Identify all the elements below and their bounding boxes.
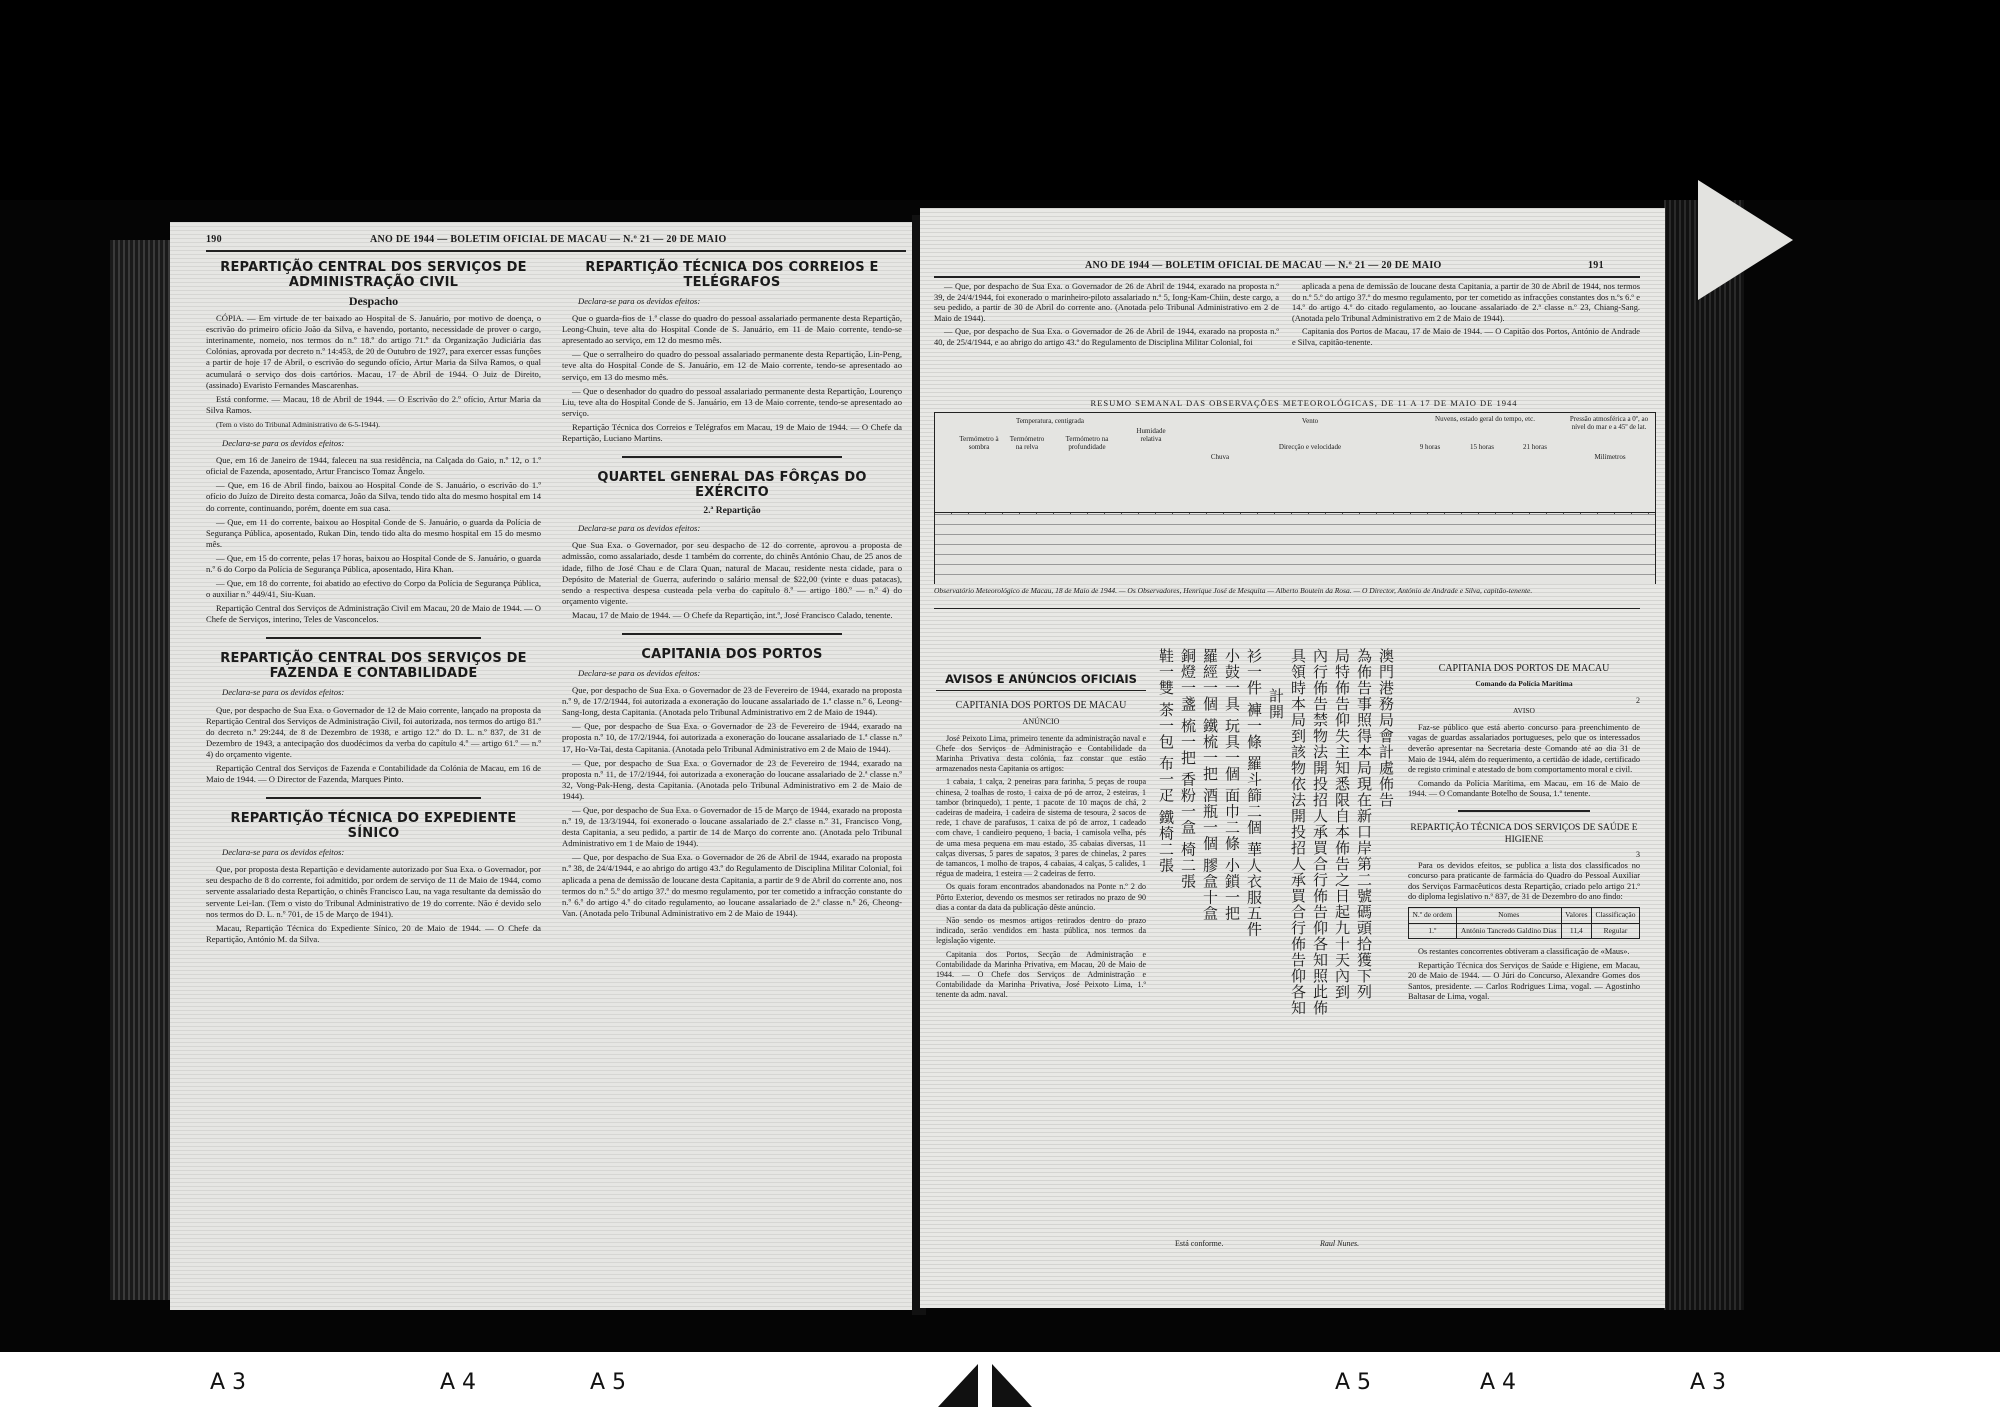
meteorological-table (934, 412, 1656, 584)
paragraph: Macau, Repartição Técnica do Expediente Sínico, 20 de Maio de 1944. — O Chefe da Repartição, António M. da Silva. (206, 922, 541, 944)
right-page (920, 208, 1665, 1308)
header-termometro-sombra: Termómetro à sombra (959, 435, 999, 451)
paragraph: Repartição Central dos Serviços de Administração Civil em Macau, 20 de Maio de 1944. — O Chefe de Serviços, interino, Teles de Vasconcelos. (206, 603, 541, 625)
avisos-title: AVISOS E ANÚNCIOS OFICIAIS (945, 672, 1137, 686)
calibration-mark: A 5 (1335, 1370, 1372, 1395)
separator (1458, 810, 1590, 812)
table-header: N.º de ordem (1409, 907, 1457, 923)
table-header: Valores (1561, 907, 1591, 923)
paragraph: — Que, por despacho de Sua Exa. o Governador de 26 de Abril de 1944, exarado na proposta n.º 38, de 24/4/1944, e ao abrigo do artigo 43.º do Regulamento de Disciplina Militar Colonial, foi aplicada a pena de demissão de loucane desta Capitania, a partir de 9 de Abril do corrente ano, nos termos do n.º 5.º do artigo 37.º do mesmo regulamento, por ter cometido a infracção constante do n.º 6.º do artigo 4.º do citado regulamento, ao loucane assalariado de 2.ª classe n.º 26, Cheong-Van. (Anotada pelo Tribunal Administrativo em 2 de Maio de 1944). (562, 852, 902, 918)
header-termometro-relva: Termómetro na relva (1009, 435, 1045, 451)
rule (936, 690, 1146, 691)
saude-number: 3 (1636, 849, 1640, 859)
paragraph: Que, por despacho de Sua Exa. o Governador de 23 de Fevereiro de 1944, exarado na proposta n.º 9, de 17/2/1944, foi autorizada a exoneração do loucane assalariado de 1.ª classe n.º 6, Leong-Sang-Iong, desta Capitania. (Anotada pelo Tribunal Administrativo em 2 de Maio de 1944). (562, 685, 902, 718)
paragraph: Comando da Polícia Marítima, em Macau, em 16 de Maio de 1944. — O Comandante Botelho de Sousa, 1.º tenente. (1408, 778, 1640, 799)
table-rule (934, 608, 1640, 609)
cjk-column: 羅經一個 鐵梳一把 酒瓶一個 膠盒十盒 (1201, 648, 1219, 922)
paragraph: Que, por despacho de Sua Exa. o Governador de 12 de Maio corrente, lançado na proposta da Repartição Central dos Serviços de Administração Civil, foi autorizada, nos termos do artigo 81.º do decreto n.º 29:244, de 8 de Dezembro de 1938, e artigo 12.º do D. L. n.º 837, de 31 de Dezembro de 1943, a antecipação dos duodécimos da verba do capítulo 4.º — artigo 61.º — n.º 4) do orçamento vigente. (206, 704, 541, 759)
table-header-row (1409, 907, 1640, 923)
lead-text: Declara-se para os devidos efeitos: (578, 296, 701, 306)
capitania2-aviso: AVISO (1513, 706, 1535, 716)
paragraph: — Que, por despacho de Sua Exa. o Governador de 23 de Fevereiro de 1944, exarado na proposta n.º 10, de 17/2/1944, foi autorizada a exoneração do loucane assalariado de 1.ª classe n.º 17, Ho-Va-Tai, desta Capitania. (Anotada pelo Tribunal Administrativo em 2 de Maio de 1944). (562, 721, 902, 754)
paragraph: — Que o serralheiro do quadro do pessoal assalariado permanente desta Repartição, Lin-Peng, teve alta do Hospital Conde de S. Januário, em 12 de Maio corrente, tendo-se apresentado ao serviço, em 13 do mesmo mês. (562, 349, 902, 382)
calibration-mark: A 3 (1690, 1370, 1727, 1395)
header-termometro-profundidade: Termómetro na profundidade (1065, 435, 1109, 451)
capitania2-title: CAPITANIA DOS PORTOS DE MACAU (1438, 663, 1610, 674)
paragraph: Que o guarda-fios de 1.ª classe do quadro do pessoal assalariado permanente desta Repartição, Leong-Chuin, teve alta do Hospital Conde de S. Januário, em 11 de Maio corrente, tendo-se apresentado ao serviço, em 12 do mesmo mês. (562, 313, 902, 346)
saude-title: REPARTIÇÃO TÉCNICA DOS SERVIÇOS DE SAÚDE E HIGIENE (1410, 822, 1638, 845)
section-title: REPARTIÇÃO TÉCNICA DO EXPEDIENTE SÍNICO (230, 811, 517, 842)
table-cell: Regular (1591, 923, 1639, 939)
section-title: REPARTIÇÃO TÉCNICA DOS CORREIOS E TELÉGRAFOS (585, 260, 879, 290)
meteorological-table-title: RESUMO SEMANAL DAS OBSERVAÇÕES METEOROLÓGICAS, DE 11 A 17 DE MAIO DE 1944 (1090, 398, 1518, 408)
scanner-background (0, 0, 2000, 200)
paragraph: — Que o desenhador do quadro do pessoal assalariado permanente desta Repartição, Lourenço Liu, teve alta do Hospital Conde de S. Januário, em 13 de Maio corrente, tendo-se apresentado ao serviço. (562, 385, 902, 418)
cjk-column: 內行佈告禁物法開投招人承買合行佈告仰各知照此佈 (1311, 648, 1329, 1016)
paragraph: Repartição Técnica dos Correios e Telégrafos em Macau, 19 de Maio de 1944. — O Chefe da Repartição, Luciano Martins. (562, 421, 902, 444)
paragraph: — Que, em 11 do corrente, baixou ao Hospital Conde de S. Januário, o guarda da Polícia de Segurança Pública, aposentado, Rukan Din, tendo tido alta do mesmo hospital em 15 do mesmo mês. (206, 516, 541, 549)
paragraph: Que Sua Exa. o Governador, por seu despacho de 12 do corrente, aprovou a proposta de admissão, como assalariado, desde 1 também do corrente, do chinês António Chau, de 25 anos de idade, filho de José Chau e de Clara Quan, natural de Macau, residente nesta cidade, para o Depósito de Material de Guerra, auferindo o salário mensal de $22,00 (vinte e duas patacas), sendo a respectiva despesa custeada pela verba do capítulo 8.º — artigo 180.º — n.º 4) do orçamento vigente. (562, 540, 902, 606)
anuncio-label: ANÚNCIO (1022, 717, 1060, 727)
separator (622, 633, 842, 635)
paragraph: Os restantes concorrentes obtiveram a classificação de «Maus». (1418, 947, 1630, 957)
paragraph: — Que, em 18 do corrente, foi abatido ao efectivo do Corpo da Polícia de Segurança Pública, o auxiliar n.º 449/41, Siu-Kuan. (206, 578, 541, 600)
cjk-column: 局特佈告仰失主知悉限自本佈告之日起九十天內到 (1333, 648, 1351, 1000)
page-corner-tab (1698, 180, 1793, 300)
header-rule (206, 250, 906, 252)
right-top-column-1 (934, 282, 1279, 352)
header-15h: 15 horas (1470, 443, 1494, 451)
lead-text: Declara-se para os devidos efeitos: (578, 523, 701, 534)
paragraph: Os quais foram encontrados abandonados na Ponte n.º 2 do Pôrto Exterior, devendo os mesmos ser retirados no prazo de 90 dias a contar da data da publicação dêste anúncio. (936, 882, 1146, 912)
paragraph: — Que, em 16 de Abril findo, baixou ao Hospital Conde de S. Januário, o escrivão do 1.º ofício do Juízo de Direito desta comarca, João da Silva, tendo tido alta do mesmo hospital em 14 do corrente, continuando, porém, doente em sua casa. (206, 480, 541, 513)
right-page-number: 191 (1588, 260, 1604, 271)
section-title: CAPITANIA DOS PORTOS (641, 646, 823, 662)
left-page (170, 222, 918, 1310)
section-title: REPARTIÇÃO CENTRAL DOS SERVIÇOS DE ADMINISTRAÇÃO CIVIL (220, 260, 527, 290)
left-running-header: ANO DE 1944 — BOLETIM OFICIAL DE MACAU — N.º 21 — 20 DE MAIO (370, 234, 727, 245)
section-title: REPARTIÇÃO CENTRAL DOS SERVIÇOS DE FAZENDA E CONTABILIDADE (220, 651, 527, 682)
calibration-mark: A 4 (1480, 1370, 1517, 1395)
table-row (1409, 923, 1640, 939)
left-page-number: 190 (206, 234, 222, 245)
paragraph: Capitania dos Portos de Macau, 17 de Maio de 1944. — O Capitão dos Portos, António de Andrade e Silva, capitão-tenente. (1292, 327, 1640, 347)
table-cell: 11,4 (1561, 923, 1591, 939)
header-milimetros: Milímetros (1594, 453, 1626, 461)
separator (266, 797, 481, 799)
separator (622, 456, 842, 458)
capitania-title: CAPITANIA DOS PORTOS DE MACAU (955, 700, 1127, 712)
table-header: Nomes (1456, 907, 1561, 923)
cjk-column: 鞋一雙 茶一包 布一疋 鐵椅二張 (1157, 648, 1175, 874)
section-title: QUARTEL GENERAL DAS FÔRÇAS DO EXÉRCITO (597, 470, 867, 501)
header-rule (934, 276, 1640, 278)
paragraph: Faz-se público que está aberto concurso para preenchimento de vagas de guardas assalariados portugueses, pelo que os interessados deverão apresentar na Secretaria deste Comando até ao dia 31 de Maio de 1944, além do requerimento, a certidão de idade, certificado de registo criminal e atestado de bom comportamento moral e civil. (1408, 722, 1640, 775)
cjk-column: 計開 (1267, 688, 1285, 720)
separator (266, 637, 481, 639)
avisos-column (936, 668, 1146, 1004)
header-humidade: Humidade relativa (1136, 427, 1166, 443)
capitania2-number: 2 (1636, 695, 1640, 705)
cjk-column: 衫一件 褲一條 羅斗篩二個 華人衣服五件 (1245, 648, 1263, 938)
cjk-column: 小鼓一具 玩具一個 面巾二條 小鎖一把 (1223, 648, 1241, 922)
table-cell: 1.º (1409, 923, 1457, 939)
capitania2-subtitle: Comando da Polícia Marítima (1475, 679, 1573, 688)
right-top-column-2 (1292, 282, 1640, 352)
alignment-arrows-icon (930, 1360, 1040, 1407)
header-pressao: Pressão atmosférica a 0º, ao nível do mar e a 45º de lat. (1569, 415, 1649, 431)
paragraph: Repartição Técnica dos Serviços de Saúde e Higiene, em Macau, 20 de Maio de 1944. — O Júri do Concurso, Alexandre Gomes dos Santos, presidente. — Carlos Rodrigues Lima, vogal. — Agostinho Baltasar de Lima, vogal. (1408, 960, 1640, 1002)
note: (Tem o visto do Tribunal Administrativo de 6-5-1944). (216, 419, 381, 429)
paragraph: aplicada a pena de demissão de loucane desta Capitania, a partir de 30 de Abril de 1944, nos termos do n.º 5.º do artigo 37.º do mesmo regulamento, por ter cometido as infracções constantes dos n.ºs 6.º e 14.º do artigo 4.º do citado regulamento, ao loucane assalariado de 2.ª classe n.º 23, Chiang-Sang. (Anotada pelo Tribunal Administrativo em 2 de Maio de 1944). (1292, 282, 1640, 323)
section-subtitle: 2.ª Repartição (703, 506, 761, 517)
paragraph: Repartição Central dos Serviços de Fazenda e Contabilidade da Colónia de Macau, em 16 de Maio de 1944. — O Director de Fazenda, Marques Pinto. (206, 763, 541, 785)
header-vento: Vento (1301, 417, 1319, 425)
book-page-edges-left (110, 240, 172, 1300)
cjk-column: 銅燈一盞 梳一把 香粉一盒 椅二張 (1179, 648, 1197, 890)
cjk-column: 具領時本局到該物依法開投招人承買合行佈告仰各知 (1289, 648, 1307, 1016)
paragraph: Capitania dos Portos, Secção de Administração e Contabilidade da Marinha Privativa, em Macau, 20 de Maio de 1944. — O Chefe dos Serviços de Administração e Contabilidade da Marinha Privativa, José Peixoto Lima, 1.º tenente da adm. naval. (936, 949, 1146, 1000)
classification-table (1408, 907, 1640, 939)
header-temp: Temperatura, centigrada (1016, 417, 1084, 425)
cjk-signature-1: Está conforme. (1175, 1239, 1224, 1248)
lead-text: Declara-se para os devidos efeitos: (578, 667, 701, 678)
lead-text: Declara-se para os devidos efeitos: (222, 438, 345, 449)
paragraph: Que, em 16 de Janeiro de 1944, faleceu na sua residência, na Calçada do Gaio, n.º 12, o 1.º oficial de Fazenda, aposentado, Artur Francisco Tomaz Ângelo. (206, 455, 541, 477)
paragraph: Está conforme. — Macau, 18 de Abril de 1944. — O Escrivão do 2.º ofício, Artur Maria da Silva Ramos. (206, 393, 541, 415)
header-chuva: Chuva (1210, 453, 1230, 461)
right-running-header: ANO DE 1944 — BOLETIM OFICIAL DE MACAU — N.º 21 — 20 DE MAIO (1085, 260, 1442, 271)
paragraph: — Que, por despacho de Sua Exa. o Governador de 15 de Março de 1944, exarado na proposta n.º 19, de 13/3/1944, foi exonerado o loucane assalariado de 2.ª classe n.º 31, Francisco Vong, desta Capitania, a seu pedido, a partir de 14 de Março do corrente ano. (Anotada pelo Tribunal Administrativo em 1 de Maio de 1944). (562, 805, 902, 849)
paragraph: Não sendo os mesmos artigos retirados dentro do prazo indicado, serão vendidos em hasta pública, nos termos da legislação vigente. (936, 916, 1146, 946)
header-21h: 21 horas (1523, 443, 1547, 451)
paragraph: 1 cabaia, 1 calça, 2 peneiras para farinha, 5 peças de roupa chinesa, 2 toalhas de rosto, 1 caixa de pó de arroz, 2 esteiras, 1 tambor (brinquedo), 1 pente, 1 pacote de 10 maços de chá, 2 cadeiras de madeira, 1 cadeira de sistema de tesoura, 2 sacos de rede, 1 chave de parafusos, 1 caixa de pó de arroz, 1 cadeado com chave, 1 candieiro pequeno, 1 bacia, 1 camisola velha, pés de uma mesa pequena em mau estado, 35 cabaias diversas, 11 calças diversas, 5 pares de sapatos, 3 pares de chinelas, 2 pares de tamancos, 1 molho de trapos, 4 cabaias, 4 calças, 5 calides, 1 régua de madeira, 1 esteira — 2 cadeiras de ferro. (936, 777, 1146, 879)
paragraph: — Que, por despacho de Sua Exa. o Governador de 26 de Abril de 1944, exarado na proposta n.º 40, de 25/4/1944, e ao abrigo do artigo 43.º do Regulamento de Disciplina Militar Colonial, foi (934, 327, 1279, 347)
paragraph: CÓPIA. — Em virtude de ter baixado ao Hospital de S. Januário, por motivo de doença, o escrivão do primeiro ofício João da Silva, e havendo, portanto, necessidade de prover o cargo, interinamente, nomeio, nos termos do n.º 18.º do artigo 71.º da Organização Judiciária das Colónias, aprovada por decreto n.º 14:453, de 20 de Outubro de 1927, para exercer essas funções a partir de hoje 17 de Abril, o escrivão do segundo ofício, Artur Maria da Silva Ramos, o qual acumulará o serviço dos dois cartórios. Macau, 17 de Abril de 1944. O Juiz de Direito, (assinado) Evaristo Fernandes Mascarenhas. (206, 313, 541, 390)
cjk-column: 澳門港務局會計處佈告 (1377, 648, 1395, 808)
lead-text: Declara-se para os devidos efeitos: (222, 687, 345, 698)
chinese-notice (1152, 648, 1397, 1148)
cjk-column: 為佈告事照得本局現在新口岸第二號碼頭拾獲下列 (1355, 648, 1373, 1000)
book-page-edges-right (1664, 200, 1744, 1310)
calibration-mark: A 4 (440, 1370, 477, 1395)
paragraph: José Peixoto Lima, primeiro tenente da administração naval e Chefe dos Serviços de Administração e Contabilidade da Marinha Privativa desta colónia, faz constar que estão armazenados nesta Capitania os artigos: (936, 733, 1146, 774)
calibration-mark: A 3 (210, 1370, 247, 1395)
cjk-signature-2: Raul Nunes. (1320, 1239, 1360, 1248)
paragraph: Macau, 17 de Maio de 1944. — O Chefe da Repartição, int.º, José Francisco Calado, tenente. (572, 609, 893, 620)
paragraph: — Que, por despacho de Sua Exa. o Governador de 23 de Fevereiro de 1944, exarado na proposta n.º 11, de 17/2/1944, foi autorizada a exoneração do loucane assalariado de 2.ª classe n.º 32, Vong-Pak-Heng, desta Capitania. (Anotada pelo Tribunal Administrativo em 2 de Maio de 1944). (562, 757, 902, 801)
meteorological-table-rows (935, 514, 1655, 584)
paragraph: Que, por proposta desta Repartição e devidamente autorizado por Sua Exa. o Governador, por seu despacho de 8 do corrente, foi admitido, por ordem de serviço de 11 de Maio de 1944, como servente assalariado desta Repartição, o chinês Francisco Lau, na vaga resultante da demissão do servente Lei-Ian. (Tem o visto do Tribunal Administrativo de 19 do corrente. Não é devido selo nos termos do D. L. n.º 701, de 15 de Março de 1941). (206, 864, 541, 919)
header-nuvens: Nuvens, estado geral do tempo, etc. (1435, 415, 1535, 423)
left-column-2 (562, 256, 902, 922)
header-9h: 9 horas (1419, 443, 1441, 451)
left-column-1 (206, 256, 541, 948)
table-header: Classificação (1591, 907, 1639, 923)
table-cell: António Tancredo Galdino Dias (1456, 923, 1561, 939)
paragraph: — Que, em 15 do corrente, pelas 17 horas, baixou ao Hospital Conde de S. Januário, o guarda n.º 6 do Corpo da Polícia de Segurança Pública, aposentado, Hira Khan. (206, 552, 541, 574)
calibration-mark: A 5 (590, 1370, 627, 1395)
right-notices-column (1408, 663, 1640, 1006)
meteorological-footer: Observatório Meteorológico de Macau, 18 de Maio de 1944. — Os Observadores, Henrique José de Mesquita — Alberto Boutein da Rosa. — O Director, António de Andrade e Silva, capitão-tenente. (934, 586, 1533, 595)
lead-text: Declara-se para os devidos efeitos: (222, 847, 345, 858)
paragraph: Para os devidos efeitos, se publica a lista dos classificados no concurso para praticante de farmácia do Quadro do Pessoal Auxiliar dos Serviços Farmacêuticos desta Repartição, criado pelo artigo 21.º do diploma legislativo n.º 837, de 31 de Dezembro do ano findo: (1408, 860, 1640, 902)
header-direccao: Direcção e velocidade (1278, 443, 1342, 451)
section-subtitle: Despacho (348, 294, 399, 308)
meteorological-table-header (935, 413, 1655, 513)
paragraph: — Que, por despacho de Sua Exa. o Governador de 26 de Abril de 1944, exarado na proposta n.º 39, de 24/4/1944, foi exonerado o marinheiro-piloto assalariado n.º 5, Iong-Kam-Chiin, deste cargo, a seu pedido, a partir de 30 de Abril do corrente ano. (Anotada pelo Tribunal Administrativo em 2 de Maio de 1944). (934, 282, 1279, 323)
